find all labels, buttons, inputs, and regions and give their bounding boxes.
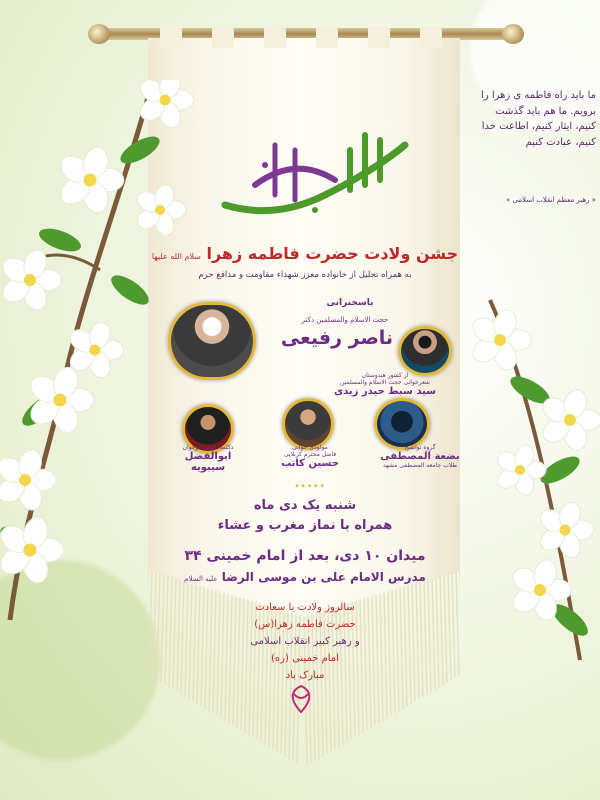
banner-tab xyxy=(368,26,390,48)
decorative-dots: ••••• xyxy=(294,482,326,492)
closing-line: سالروز ولادت با سعادت xyxy=(255,602,355,613)
banner-tab xyxy=(160,26,182,48)
performer-prefix: از کشور هندوستان xyxy=(361,372,409,379)
speaker-role: حجت الاسلام والمسلمین دکتر xyxy=(301,316,389,324)
performer-name: ابوالفضل سیبویه xyxy=(184,451,232,473)
performer-caption xyxy=(265,444,355,469)
leaf-shape xyxy=(36,224,84,256)
speaker-label: باسخنرانی xyxy=(326,298,374,308)
performer-photo xyxy=(374,398,430,450)
performer-role: شعرخوانی حجت الاسلام والمسلمین xyxy=(339,379,431,386)
jasmine-branch-right xyxy=(470,290,600,670)
banner-tab xyxy=(316,26,338,48)
banner-tab xyxy=(212,26,234,48)
performer-name: بضعة المصطفی xyxy=(380,451,460,462)
event-title-honorific: سلام الله علیها xyxy=(151,252,201,261)
performer-photo xyxy=(282,398,334,450)
jasmine-flower xyxy=(26,364,94,436)
leaf-shape xyxy=(116,131,163,169)
event-day: شنبه یک دی ماه xyxy=(253,498,357,513)
leader-quote: ما باید راه فاطمه ی زهرا را برویم. ما هم باید گذشت کنیم، ایثار کنیم، اطاعت خدا کنیم، عبادت کنیم xyxy=(481,90,596,148)
calligraphy-text xyxy=(215,160,415,185)
venue-suffix: علیه السلام xyxy=(184,575,218,583)
jasmine-flower xyxy=(470,307,531,373)
jasmine-flower xyxy=(136,80,194,130)
rod-finial-left xyxy=(88,24,110,44)
performer-extra: طلاب جامعه المصطفی مشهد xyxy=(382,462,458,469)
performer-prefix: فاضل محترم کربلایی xyxy=(283,451,337,458)
event-time: همراه با نماز مغرب و عشاء xyxy=(217,518,393,533)
speaker-name: ناصر رفیعی xyxy=(280,327,394,349)
event-address: میدان ۱۰ دی، بعد از امام خمینی ۳۴ xyxy=(184,548,426,564)
banner-tab xyxy=(420,26,442,48)
jasmine-flower xyxy=(0,514,64,586)
jasmine-flower xyxy=(0,447,56,513)
performer-role: مولودی خوانی xyxy=(292,444,328,451)
leader-quote-source: « رهبر معظم انقلاب اسلامی » xyxy=(505,196,596,204)
performer-caption xyxy=(380,444,460,469)
event-subtitle: به همراه تجلیل از خانواده معزز شهداء مقاومت و مدافع حرم xyxy=(198,270,412,280)
performer-name: حسین کاتب xyxy=(281,458,339,469)
closing-line: مبارک باد xyxy=(285,670,325,681)
jasmine-flower xyxy=(536,500,594,561)
performer-role: گروه تواشیح xyxy=(404,444,436,451)
jasmine-flower xyxy=(0,247,61,313)
ornament-icon xyxy=(284,684,318,714)
event-title-main: جشن ولادت حضرت فاطمه زهرا xyxy=(206,244,459,263)
jasmine-flower xyxy=(134,182,186,237)
performer-caption xyxy=(330,372,440,397)
performer-role: دکلمه خوانی نوجوان xyxy=(182,444,234,451)
closing-line: امام خمینی (ره) xyxy=(271,653,339,664)
rod-finial-right xyxy=(502,24,524,44)
performer-photo xyxy=(398,326,452,376)
performer-name: سید سبط حیدر زیدی xyxy=(333,386,437,397)
closing-line: و رهبر کبیر انقلاب اسلامی xyxy=(250,636,360,647)
closing-line: حضرت فاطمه زهرا(س) xyxy=(254,619,356,630)
jasmine-branch-left xyxy=(0,80,200,640)
leaf-shape xyxy=(107,270,153,310)
banner-tab xyxy=(264,26,286,48)
venue-name: مدرس الامام علی بن موسی الرضا xyxy=(221,570,426,584)
